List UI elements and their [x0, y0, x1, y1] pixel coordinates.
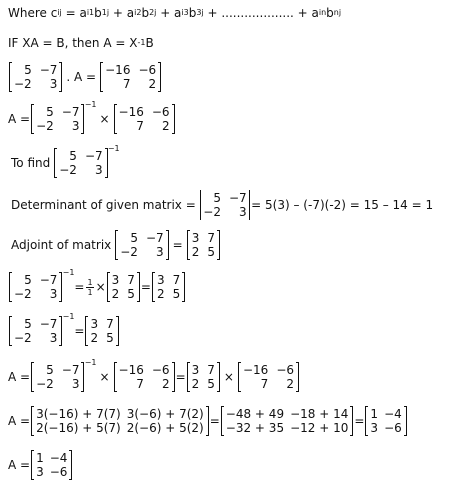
matrix: −48 + 49 −18 + 14 −32 + 35 −12 + 10 [221, 406, 354, 436]
matrix: 1 −4 3 −6 [31, 450, 72, 480]
matrix: −16 −6 7 2 [238, 362, 299, 392]
matrix: 5 −7 −2 3 [9, 62, 62, 92]
matrix: 5 −7 −2 3 −1 [9, 272, 62, 302]
line-a-expansion: A = 3(−16) + 7(7) 3(−6) + 7(2) 2(−16) + 5(7) 2(−6) + 5(2) = −48 + 49 −18 + 14 −32 + 35 −12 + 10 = 1 −4 3 −6 [8, 406, 466, 436]
matrix: 3 7 2 5 [187, 362, 220, 392]
line-inverse-calculation: 5 −7 −2 3 −1 = $\frac{1}{1}$ × 3 7 2 5 = 3 7 2 5 [8, 272, 466, 302]
matrix: 1 −4 3 −6 [365, 406, 406, 436]
matrix: 3(−16) + 7(7) 3(−6) + 7(2) 2(−16) + 5(7) 2(−6) + 5(2) [31, 406, 209, 436]
line-to-find: To find 5 −7 −2 3 −1 [11, 144, 120, 177]
line-matrix-equation: 5 −7 −2 3 . A = −16 −6 7 2 [8, 62, 466, 92]
matrix: 3 7 2 5 [85, 316, 118, 346]
line-determinant: Determinant of given matrix = 5 −7 −2 3 = 5(3) – (-7)(-2) = 15 – 14 = 1 [11, 191, 434, 219]
matrix: 5 −7 −2 3 −1 [9, 316, 62, 346]
line-inverse-result: 5 −7 −2 3 −1 = 3 7 2 5 [8, 316, 466, 346]
line-final-answer: A = 1 −4 3 −6 [8, 450, 466, 480]
line-a-substitution: A = 5 −7 −2 3 −1 × −16 −6 7 2 = 3 7 2 5 × −16 −6 7 2 [8, 362, 466, 392]
matrix: −16 −6 7 2 [114, 104, 175, 134]
fraction: $\frac{1}{1}$ [87, 277, 93, 297]
matrix: −16 −6 7 2 [100, 62, 161, 92]
matrix: 3 7 2 5 [107, 272, 140, 302]
matrix: 5 −7 −2 3 −1 [54, 148, 107, 178]
determinant: 5 −7 −2 3 [200, 190, 250, 220]
matrix: −16 −6 7 2 [114, 362, 175, 392]
matrix: 5 −7 −2 3 [115, 230, 168, 260]
line-a-equals-inverse-times: A = 5 −7 −2 3 −1 × −16 −6 7 2 [8, 104, 466, 134]
line-general-formula: Where c ij = a i1 b 1j + a i2 b 2j + a i3 b 3j + ................... + a in b nj [8, 6, 342, 20]
matrix: 3 7 2 5 [152, 272, 185, 302]
matrix: 3 7 2 5 [187, 230, 220, 260]
matrix: 5 −7 −2 3 −1 [31, 362, 84, 392]
line-xa-equals-b: IF XA = B, then A = X -1 B [8, 36, 154, 50]
line-adjoint: Adjoint of matrix 5 −7 −2 3 = 3 7 2 5 [8, 230, 466, 260]
matrix: 5 −7 −2 3 −1 [31, 104, 84, 134]
